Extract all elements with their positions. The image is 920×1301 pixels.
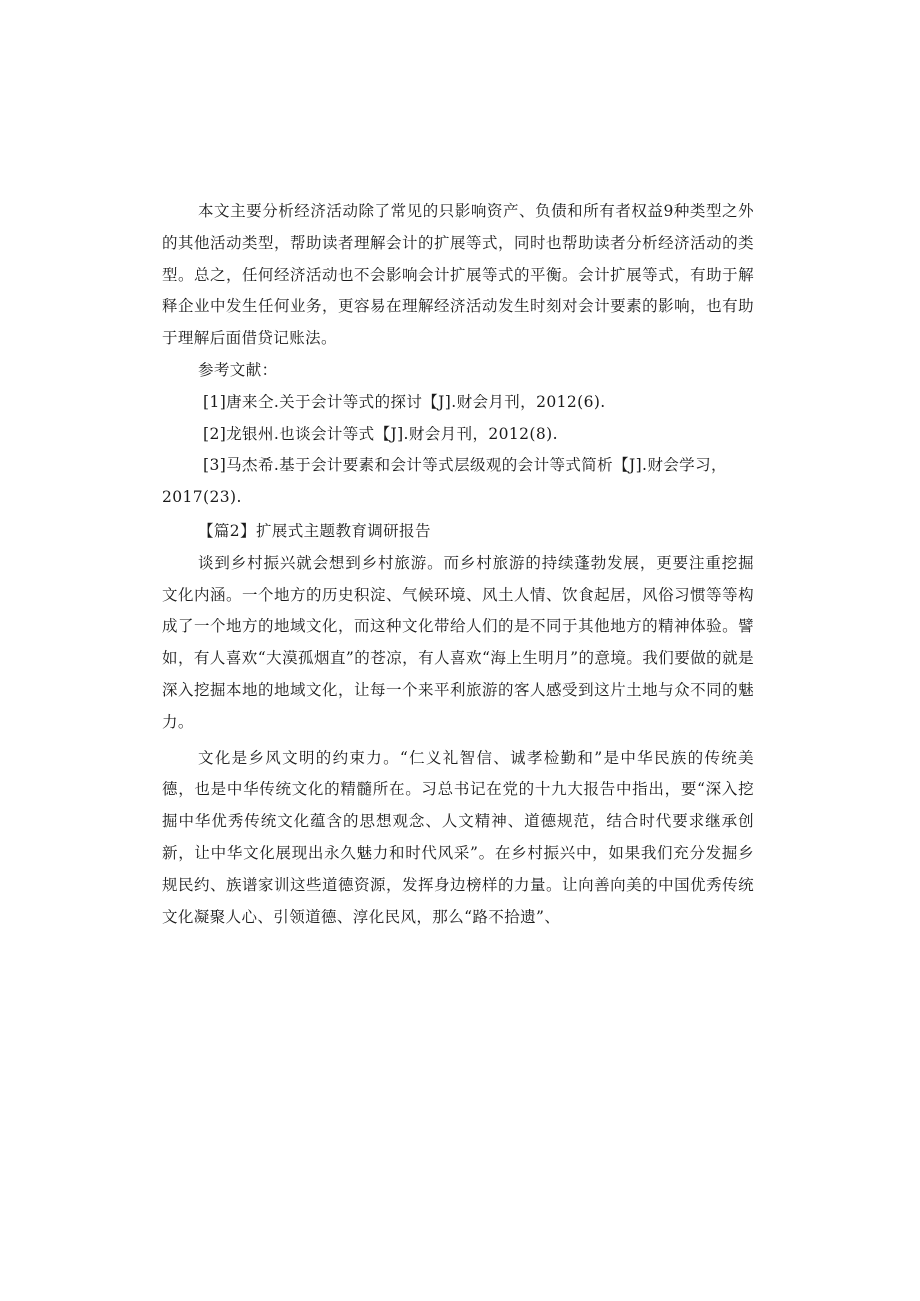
- section-paragraph-2: 文化是乡风文明的约束力。“仁义礼智信、诚孝检勤和”是中华民族的传统美德，也是中华传统文化的精髓所在。习总书记在党的十九大报告中指出，要“深入挖掘中华优秀传统文化蕴含的思想观念、人文精神、道德规范，结合时代要求继承创新，让中华文化展现出永久魅力和时代风采”。在乡村振兴中，如果我们充分发掘乡规民约、族谱家训这些道德资源，发挥身边榜样的力量。让向善向美的中国优秀传统文化凝聚人心、引领道德、淳化民风，那么“路不拾遗”、: [162, 748, 754, 926]
- reference-item-3-continuation: 2017(23).: [162, 488, 242, 507]
- reference-item-1: [1]唐来仝.关于会计等式的探讨【J].财会月刊，2012(6).: [203, 392, 606, 411]
- section-paragraph-1: 谈到乡村振兴就会想到乡村旅游。而乡村旅游的持续蓬勃发展，更要注重挖掘文化内涵。一个地方的历史积淀、气候环境、风土人情、饮食起居，风俗习惯等等构成了一个地方的地域文化，而这种文化带给人们的是不同于其他地方的精神体验。譬如，有人喜欢“大漠孤烟直”的苍凉，有人喜欢“海上生明月”的意境。我们要做的就是深入挖掘本地的地域文化，让每一个来平利旅游的客人感受到这片土地与众不同的魅力。: [162, 553, 754, 731]
- reference-item-2: [2]龙银州.也谈会计等式【J].财会月刊，2012(8).: [203, 424, 558, 443]
- intro-paragraph: 本文主要分析经济活动除了常见的只影响资产、负债和所有者权益9种类型之外的其他活动类型，帮助读者理解会计的扩展等式，同时也帮助读者分析经济活动的类型。总之，任何经济活动也不会影响会计扩展等式的平衡。会计扩展等式，有助于解释企业中发生任何业务，更容易在理解经济活动发生时刻对会计要素的影响，也有助于理解后面借贷记账法。: [162, 202, 754, 348]
- section-title: 【篇2】扩展式主题教育调研报告: [198, 521, 431, 540]
- reference-item-3: [3]马杰希.基于会计要素和会计等式层级观的会计等式简析【J].财会学习，: [203, 456, 727, 475]
- references-heading: 参考文献：: [198, 360, 278, 379]
- document-page: [162, 196, 754, 933]
